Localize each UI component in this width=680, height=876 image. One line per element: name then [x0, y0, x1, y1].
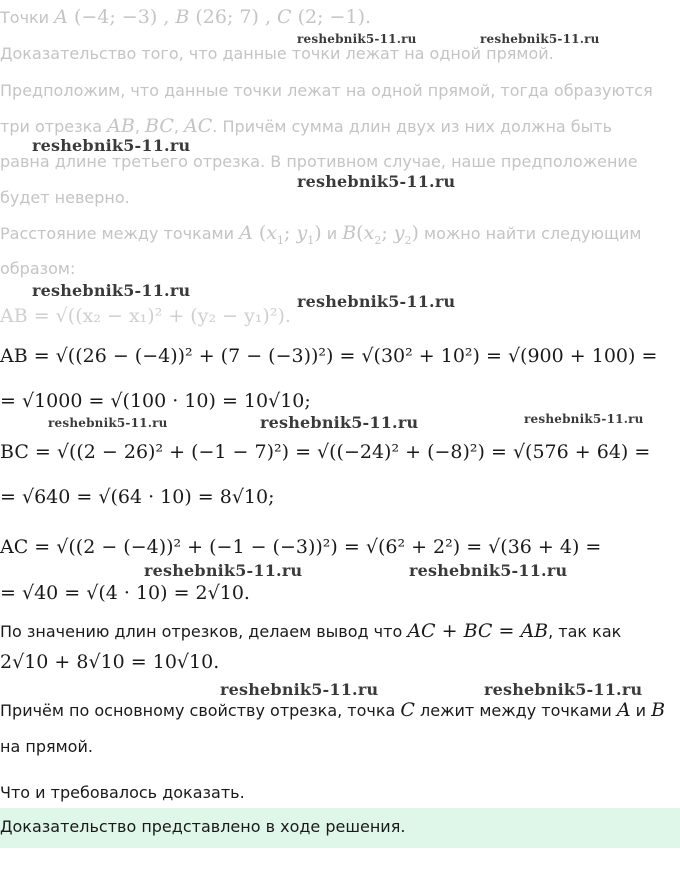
- watermark: reshebnik5-11.ru: [297, 172, 456, 191]
- answer-text: Доказательство представлено в ходе решения.: [0, 817, 406, 836]
- conclusion-line-2: 2√10 + 8√10 = 10√10.: [0, 651, 220, 673]
- watermark: reshebnik5-11.ru: [32, 136, 191, 155]
- bc-line-1: BC = √((2 − 26)² + (−1 − 7)²) = √((−24)² + (−8)²) = √(576 + 64) =: [0, 441, 651, 463]
- points-line: Точки A (−4; −3) , B (26; 7) , C (2; −1).: [0, 6, 372, 28]
- assume-line-4: будет неверно.: [0, 188, 130, 207]
- watermark: reshebnik5-11.ru: [260, 413, 419, 432]
- watermark: reshebnik5-11.ru: [524, 412, 644, 426]
- bc-line-2: = √640 = √(64 · 10) = 8√10;: [0, 486, 275, 508]
- assume-line-2: три отрезка AB, BC, AC. Причём сумма длин двух из них должна быть: [0, 115, 613, 137]
- distance-formula: AB = √((x₂ − x₁)² + (y₂ − y₁)²).: [0, 305, 291, 327]
- proof-intro: Доказательство того, что данные точки лежат на одной прямой.: [0, 44, 554, 63]
- watermark: reshebnik5-11.ru: [484, 680, 643, 699]
- answer-box: [0, 808, 680, 848]
- ab-line-1: AB = √((26 − (−4))² + (7 − (−3))²) = √(30² + 10²) = √(900 + 100) =: [0, 345, 658, 367]
- assume-line-3: равна длине третьего отрезка. В противном случае, наше предположение: [0, 152, 638, 171]
- qed-line: Что и требовалось доказать.: [0, 783, 245, 802]
- watermark: reshebnik5-11.ru: [144, 561, 303, 580]
- watermark: reshebnik5-11.ru: [32, 281, 191, 300]
- assume-line-1: Предположим, что данные точки лежат на одной прямой, тогда образуются: [0, 81, 653, 100]
- watermark: reshebnik5-11.ru: [480, 32, 600, 46]
- watermark: reshebnik5-11.ru: [297, 292, 456, 311]
- distance-line-1: Расстояние между точками A ($x_1$; $y_1$) и $B(x_2$; $y_2$) можно найти следующим: [0, 222, 642, 247]
- watermark: reshebnik5-11.ru: [220, 680, 379, 699]
- ac-line-2: = √40 = √(4 · 10) = 2√10.: [0, 582, 250, 604]
- ac-line-1: AC = √((2 − (−4))² + (−1 − (−3))²) = √(6² + 2²) = √(36 + 4) =: [0, 536, 602, 558]
- ab-line-2: = √1000 = √(100 · 10) = 10√10;: [0, 390, 311, 412]
- watermark: reshebnik5-11.ru: [48, 416, 168, 430]
- distance-line-2: образом:: [0, 259, 76, 278]
- between-line-2: на прямой.: [0, 737, 93, 756]
- between-line-1: Причём по основному свойству отрезка, точка C лежит между точками A и B: [0, 699, 666, 721]
- conclusion-line-1: По значению длин отрезков, делаем вывод что AC + BC = AB, так как: [0, 620, 622, 642]
- watermark: reshebnik5-11.ru: [297, 32, 417, 46]
- watermark: reshebnik5-11.ru: [409, 561, 568, 580]
